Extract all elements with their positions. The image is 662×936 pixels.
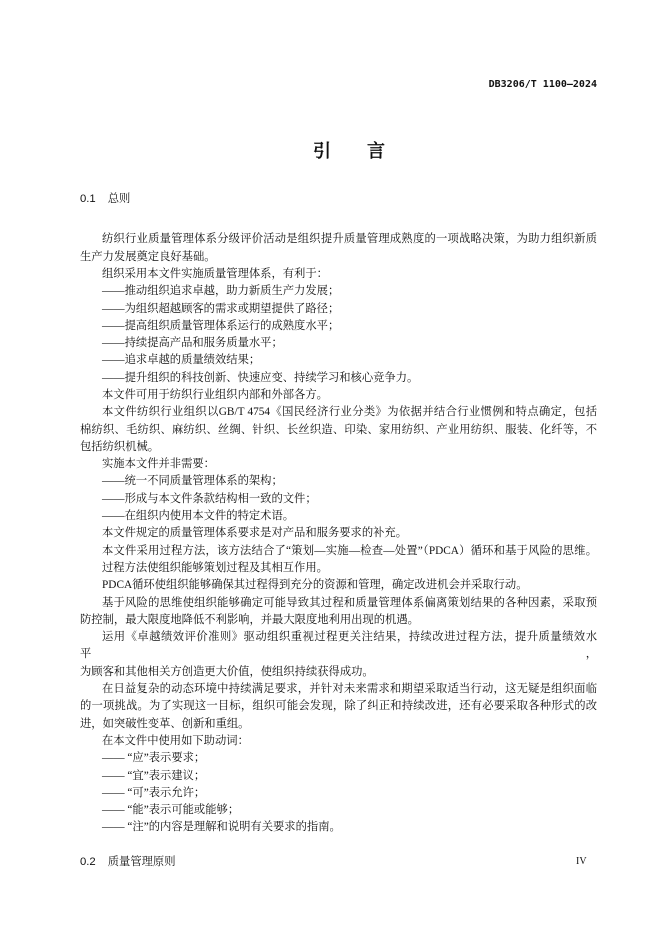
text-line: 本文件可用于纺织行业组织内部和外部各方。 bbox=[102, 389, 328, 401]
dash-list-item bbox=[80, 491, 597, 508]
dash-list-item bbox=[80, 318, 597, 335]
text-line: —— “宜”表示建议； bbox=[102, 769, 206, 782]
text-line: ——形成与本文件条款结构相一致的文件； bbox=[102, 492, 317, 505]
text-line: 过程方法使组织能够策划过程及其相互作用。 bbox=[102, 561, 328, 574]
section-number: 0.1 bbox=[80, 193, 96, 206]
text-line: ——推动组织追求卓越，助力新质生产力发展； bbox=[102, 285, 340, 298]
text-line: 运用《卓越绩效评价准则》驱动组织重视过程更关注结果，持续改进过程方法，提升质量绩效水平， bbox=[80, 631, 597, 661]
text-line: ——提高组织质量管理体系运行的成熟度水平； bbox=[102, 319, 340, 332]
section-heading bbox=[80, 191, 597, 208]
text-line: —— “能”表示可能或能够； bbox=[102, 804, 240, 817]
text-line: 本文件纺织行业组织以GB/T 4754《国民经济行业分类》为依据并结合行业惯例和特点确定，包括 bbox=[102, 406, 597, 419]
paragraph bbox=[80, 387, 597, 404]
text-line: ——提升组织的科技创新、快速应变、持续学习和核心竞争力。 bbox=[102, 371, 419, 384]
paragraph bbox=[80, 404, 597, 456]
paragraph bbox=[80, 456, 597, 473]
text-line: 本文件规定的质量管理体系要求是对产品和服务要求的补充。 bbox=[102, 527, 408, 540]
paragraph bbox=[80, 543, 597, 560]
text-line: 为顾客和其他相关方创造更大价值，使组织持续获得成功。 bbox=[80, 665, 374, 678]
page-number: IV bbox=[576, 856, 587, 867]
text-line: 棉纺织、毛纺织、麻纺织、丝绸、针织、长丝织造、印染、家用纺织、产业用纺织、服装、化纤等，不 bbox=[80, 423, 597, 436]
section-heading bbox=[80, 854, 597, 871]
text-line: ——在组织内使用本文件的特定术语。 bbox=[102, 510, 295, 523]
dash-list-item bbox=[80, 819, 597, 836]
dash-list-item bbox=[80, 768, 597, 785]
text-line: 在日益复杂的动态环境中持续满足要求，并针对未来需求和期望采取适当行动，这无疑是组织面临 bbox=[102, 683, 597, 696]
dash-list-item bbox=[80, 283, 597, 300]
dash-list-item bbox=[80, 750, 597, 767]
text-line: 防控制，最大限度地降低不利影响，并最大限度地利用出现的机遇。 bbox=[80, 613, 419, 626]
text-line: ——追求卓越的质量绩效结果； bbox=[102, 354, 261, 367]
paragraph bbox=[80, 560, 597, 577]
dash-list-item bbox=[80, 301, 597, 318]
dash-list-item bbox=[80, 473, 597, 490]
document-body bbox=[80, 191, 597, 870]
dash-list-item bbox=[80, 802, 597, 819]
section-title: 质量管理原则 bbox=[107, 855, 176, 868]
section-title: 总则 bbox=[107, 193, 131, 206]
text-line: 生产力发展奠定良好基础。 bbox=[80, 250, 216, 263]
text-line: ——持续提高产品和服务质量水平； bbox=[102, 337, 283, 350]
text-line: 基于风险的思维使组织能够确定可能导致其过程和质量管理体系偏离策划结果的各种因素，采取预 bbox=[102, 596, 597, 609]
text-line: 本文件采用过程方法，该方法结合了“策划—实施—检查—处置”（PDCA）循环和基于风险的思维。 bbox=[102, 544, 597, 557]
paragraph bbox=[80, 629, 597, 681]
paragraph bbox=[80, 681, 597, 733]
dash-list-item bbox=[80, 508, 597, 525]
text-line: 的一项挑战。为了实现这一目标，组织可能会发现，除了纠正和持续改进，还有必要采取各种形式的改 bbox=[80, 700, 597, 713]
text-line: 包括纺织机械。 bbox=[80, 440, 160, 453]
section-number: 0.2 bbox=[80, 855, 96, 868]
dash-list-item bbox=[80, 370, 597, 387]
document-code-header: DB3206/T 1100—2024 bbox=[488, 79, 597, 90]
text-line: 纺织行业质量管理体系分级评价活动是组织提升质量管理成熟度的一项战略决策，为助力组织新质 bbox=[102, 233, 597, 246]
dash-list-item bbox=[80, 785, 597, 802]
text-line: ——统一不同质量管理体系的架构； bbox=[102, 475, 283, 488]
text-line: 实施本文件并非需要： bbox=[102, 458, 215, 471]
paragraph bbox=[80, 525, 597, 542]
paragraph bbox=[80, 595, 597, 630]
text-line: —— “应”表示要求； bbox=[102, 752, 206, 765]
paragraph bbox=[80, 733, 597, 750]
section-content bbox=[80, 231, 597, 836]
paragraph bbox=[80, 231, 597, 266]
dash-list-item bbox=[80, 335, 597, 352]
paragraph bbox=[80, 266, 597, 283]
text-line: —— “注”的内容是理解和说明有关要求的指南。 bbox=[102, 821, 341, 834]
page-title: 引 言 bbox=[313, 141, 385, 162]
text-line: 在本文件中使用如下助动词： bbox=[102, 734, 249, 747]
text-line: PDCA循环使组织能够确保其过程得到充分的资源和管理，确定改进机会并采取行动。 bbox=[102, 579, 528, 592]
text-line: ——为组织超越顾客的需求或期望提供了路径； bbox=[102, 302, 340, 315]
text-line: 组织采用本文件实施质量管理体系，有利于： bbox=[102, 267, 328, 280]
dash-list-item bbox=[80, 352, 597, 369]
text-line: 进，如突破性变革、创新和重组。 bbox=[80, 717, 250, 730]
text-line: —— “可”表示允许； bbox=[102, 786, 206, 799]
paragraph bbox=[80, 577, 597, 594]
